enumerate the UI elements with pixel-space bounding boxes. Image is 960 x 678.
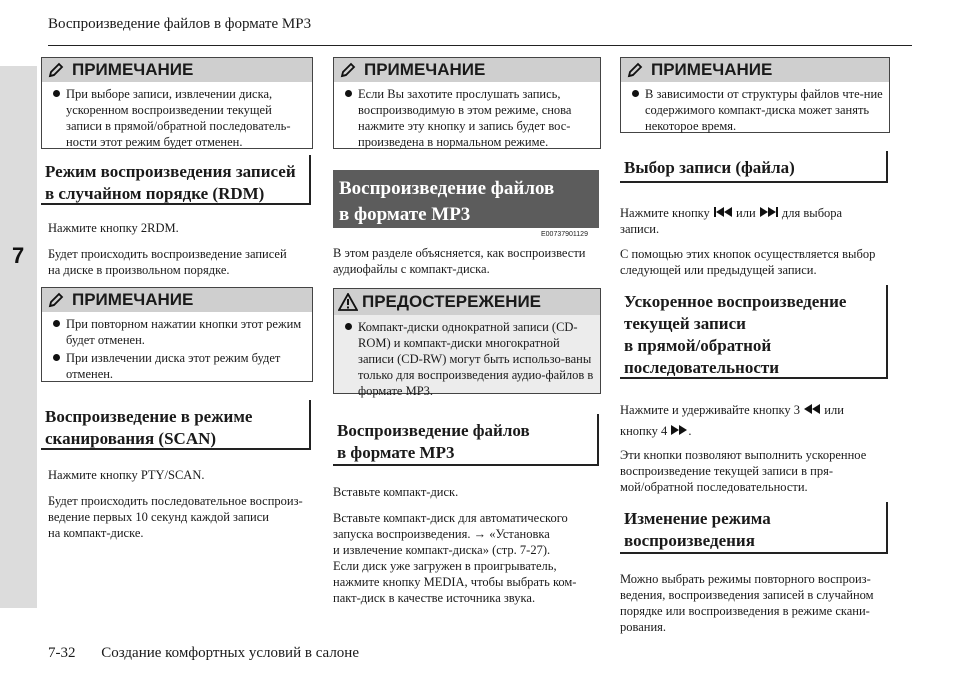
next-track-icon [759, 207, 779, 217]
pencil-icon [627, 62, 643, 78]
text-fragment: или [736, 206, 756, 220]
section-heading-scan [41, 400, 311, 450]
note-header [621, 58, 889, 82]
note-label: ПРИМЕЧАНИЕ [651, 60, 773, 79]
text-line: Если диск уже загружен в проигрыватель, [333, 559, 557, 573]
note-item: Если Вы захотите прослушать запись, воспроизводимую в этом режиме, снова нажмите эту кнопку и запись будет вос-произведена в нормальном режиме. [342, 86, 594, 150]
note-item: В зависимости от структуры файлов чте-ние содержимого компакт-диска может занять некоторое время. [629, 86, 883, 134]
text-fragment: Нажмите и удерживайте кнопку 3 [620, 403, 801, 417]
chapter-side-strip [0, 66, 37, 608]
rdm-instruction: Нажмите кнопку 2RDM. [48, 221, 179, 235]
section-heading-fast-forward [620, 285, 888, 379]
fast-forward-description [620, 447, 866, 495]
note-header [334, 58, 600, 82]
text-line: Будет происходить последовательное воспроиз- [48, 494, 303, 508]
fast-forward-icon [670, 425, 688, 435]
previous-track-icon [713, 207, 733, 217]
text-line: порядке или воспроизведения в режиме скани- [620, 604, 870, 618]
note-item: При повторном нажатии кнопки этот режим будет отменен. [50, 316, 306, 348]
text-line: С помощью этих кнопок осуществляется выбор [620, 247, 876, 261]
mp3-play-description [333, 510, 576, 606]
note-label: ПРИМЕЧАНИЕ [72, 290, 194, 309]
fast-forward-instruction: Нажмите и удерживайте кнопку 3 или кнопку 4 . [620, 403, 844, 438]
select-track-instruction [620, 205, 842, 237]
note-label: ПРИМЕЧАНИЕ [364, 60, 486, 79]
mp3-play-instruction: Вставьте компакт-диск. [333, 485, 459, 499]
heading-line: текущей записи [624, 314, 746, 333]
section-heading-mp3-main [333, 170, 599, 228]
rdm-description [48, 246, 287, 278]
note-item: При извлечении диска этот режим будет отменен. [50, 350, 306, 382]
warning-item: Компакт-диски однократной записи (CD-ROM) и компакт-диски многократной записи (CD-RW) могут быть использо-ваны только для воспроизведения аудио-файлов в формате MP3. [342, 319, 594, 399]
scan-instruction: Нажмите кнопку PTY/SCAN. [48, 468, 205, 482]
document-code: E00737901129 [541, 231, 588, 238]
note-header [42, 58, 312, 82]
heading-line: Ускоренное воспроизведение [624, 292, 847, 311]
text-line: рования. [620, 620, 667, 634]
page-header-title: Воспроизведение файлов в формате MP3 [48, 16, 312, 32]
text-line: ведение первых 10 секунд каждой записи [48, 510, 269, 524]
text-line: следующей или предыдущей записи. [620, 263, 817, 277]
text-line: на диске в произвольном порядке. [48, 263, 230, 277]
text-line: В этом разделе объясняется, как воспроизвести [333, 246, 586, 260]
warning-box [333, 288, 601, 398]
text-line: Вставьте компакт-диск для автоматического [333, 511, 568, 525]
heading-line: в случайном порядке (RDM) [45, 184, 265, 203]
heading-line: последовательности [624, 358, 780, 377]
section-heading-rdm [41, 155, 311, 205]
text-fragment: кнопку 4 [620, 424, 668, 438]
note-box-rdm [41, 287, 313, 382]
heading-line: Воспроизведение файлов [339, 178, 555, 199]
text-fragment: Нажмите кнопку [620, 206, 710, 220]
scan-description [48, 493, 303, 541]
change-mode-description [620, 571, 874, 635]
note-header [42, 288, 312, 312]
text-fragment: для выбора [781, 206, 843, 220]
page-number: 7-32 [48, 645, 76, 661]
heading-line: Воспроизведение в режиме [45, 407, 253, 426]
text-line: воспроизведение текущей записи в пря- [620, 464, 834, 478]
text-line: мой/обратной последовательности. [620, 480, 808, 494]
note-box-listen [333, 57, 601, 149]
pencil-icon [340, 62, 356, 78]
text-line: нажмите кнопку MEDIA, чтобы выбрать ком- [333, 575, 577, 589]
heading-line: Режим воспроизведения записей [45, 162, 296, 181]
section-heading-change-mode [620, 502, 888, 554]
note-label: ПРИМЕЧАНИЕ [72, 60, 194, 79]
section-heading-mp3-play [333, 414, 599, 466]
warning-label: ПРЕДОСТЕРЕЖЕНИЕ [362, 292, 542, 311]
heading-line: Выбор записи (файла) [624, 158, 795, 177]
chapter-title: Создание комфортных условий в салоне [101, 645, 359, 661]
chapter-tab-number: 7 [12, 243, 25, 268]
pencil-icon [48, 62, 64, 78]
heading-line: Воспроизведение файлов [337, 421, 530, 440]
heading-line: в формате MP3 [337, 443, 455, 462]
heading-line: Изменение режима [624, 509, 771, 528]
note-box-playback-cancel [41, 57, 313, 149]
text-line: записи. [620, 222, 660, 236]
warning-header [334, 289, 600, 315]
page-footer [48, 645, 359, 662]
note-item: При выборе записи, извлечении диска, ускоренном воспроизведении текущей записи в прямой/обратной последователь-ности этот режим будет отменен. [50, 86, 306, 150]
text-fragment: или [824, 403, 844, 417]
heading-line: воспроизведения [624, 531, 755, 550]
heading-line: в прямой/обратной [624, 336, 772, 355]
text-line: Эти кнопки позволяют выполнить ускоренное [620, 448, 867, 462]
select-track-description [620, 246, 875, 278]
pencil-icon [48, 292, 64, 308]
text-line: пакт-диск в качестве источника звука. [333, 591, 536, 605]
note-box-read-time [620, 57, 890, 133]
text-line: на компакт-диске. [48, 526, 144, 540]
warning-icon [338, 293, 358, 311]
text-line: Будет происходить воспроизведение записей [48, 247, 287, 261]
header-rule [48, 45, 912, 46]
text-line: аудиофайлы с компакт-диска. [333, 262, 490, 276]
text-line: запуска воспроизведения. → «Установка [333, 527, 550, 541]
text-line: ведения, воспроизведения записей в случайном [620, 588, 874, 602]
heading-line: в формате MP3 [339, 204, 471, 225]
text-line: Можно выбрать режимы повторного воспроиз- [620, 572, 871, 586]
text-line: и извлечение компакт-диска» (стр. 7-27). [333, 543, 551, 557]
heading-line: сканирования (SCAN) [45, 429, 217, 448]
section-heading-select-track [620, 151, 888, 183]
mp3-intro [333, 245, 585, 277]
rewind-icon [803, 404, 821, 414]
